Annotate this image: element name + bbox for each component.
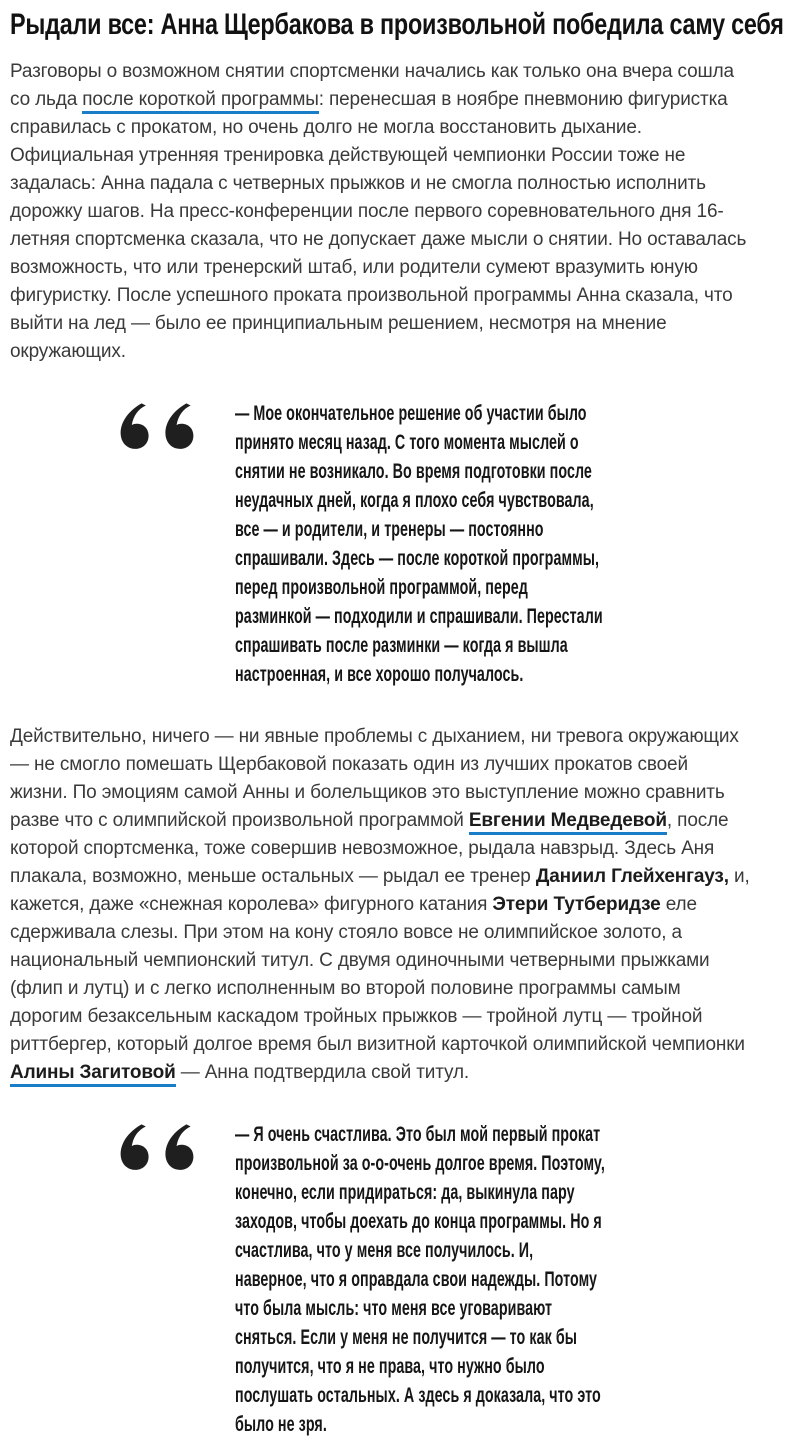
intro-paragraph (10, 58, 750, 366)
quote-icon (115, 1120, 199, 1172)
tutberidze-bold-name: Этери Тутберидзе (492, 894, 661, 915)
analysis-text-5: — Анна подтвердила свой титул. (175, 1062, 470, 1083)
pull-quote-1-text: — Мое окончательное решение об участии было принято месяц назад. С того момента мыслей о снятии не возникало. Во время подготовки после неудачных дней, когда я плохо себя чувствовала, все — и родители, и тренеры — постоянно спрашивали. Здесь — после короткой программы, перед произвольной программой, перед разминкой — подходили и спрашивали. Перестали спрашивать после разминки — когда я вышла настроенная, и все хорошо получалось. (235, 402, 603, 686)
medvedeva-link[interactable]: Евгении Медведевой (469, 810, 667, 835)
intro-text-before-link: Разговоры о возможном снятии спортсменки начались как только она вчера сошла со льда (10, 61, 734, 110)
quote-icon (115, 399, 199, 451)
analysis-text-4: еле сдерживала слезы. При этом на кону стояло вовсе не олимпийское золото, а национальный чемпионский титул. С двумя одиночными четверными прыжками (флип и лутц) и с легко исполненным во второй половине программы самым дорогим безаксельным каскадом тройных прыжков — тройной лутц — тройной риттбергер, который долгое время был визитной карточкой олимпийской чемпионки (10, 894, 745, 1055)
intro-text-after-link: : перенесшая в ноябре пневмонию фигуристка справилась с прокатом, но очень долго не могла восстановить дыхание. Официальная утренняя тренировка действующей чемпионки России тоже не задалась: Анна падала с четверных прыжков и не смогла полностью исполнить дорожку шагов. На пресс-конференции после первого соревновательного дня 16-летняя спортсменка сказала, что не допускает даже мысли о снятии. Но оставалась возможность, что или тренерский штаб, или родители сумеют вразумить юную фигуристку. После успешного проката произвольной программы Анна сказала, что выйти на лед — было ее принципиальным решением, несмотря на мнение окружающих. (10, 89, 747, 362)
article-title (10, 6, 784, 44)
zagitova-link[interactable]: Алины Загитовой (10, 1062, 176, 1087)
pull-quote-2 (10, 1120, 781, 1439)
pull-quote-1 (10, 399, 781, 689)
analysis-text-3: и, кажется, даже «снежная королева» фигурного катания (10, 866, 750, 915)
article-title-text: Рыдали все: Анна Щербакова в произвольной победила саму себя (10, 8, 784, 41)
analysis-text-1: Действительно, ничего — ни явные проблемы с дыханием, ни тревога окружающих — не смогло помешать Щербаковой показать один из лучших прокатов своей жизни. По эмоциям самой Анны и болельщиков это выступление можно сравнить разве что с олимпийской произвольной программой (10, 726, 739, 831)
short-program-link[interactable]: после короткой программы (82, 89, 318, 114)
analysis-paragraph (10, 723, 750, 1087)
gleikhengauz-bold-name: Даниил Глейхенгауз, (535, 866, 729, 887)
analysis-text-2: , после которой спортсменка, тоже совершив невозможное, рыдала навзрыд. Здесь Аня плакала, возможно, меньше остальных — рыдал ее тренер (10, 810, 729, 887)
pull-quote-2-text: — Я очень счастлива. Это был мой первый прокат произвольной за о-о-очень долгое время. Поэтому, конечно, если придираться: да, выкинула пару заходов, чтобы доехать до конца программы. Но я счастлива, что у меня все получилось. И, наверное, что я оправдала свои надежды. Потому что была мысль: что меня все уговаривают сняться. Если у меня не получится — то как бы получится, что я не права, что нужно было послушать остальных. А здесь я доказала, что это было не зря. (235, 1123, 605, 1436)
